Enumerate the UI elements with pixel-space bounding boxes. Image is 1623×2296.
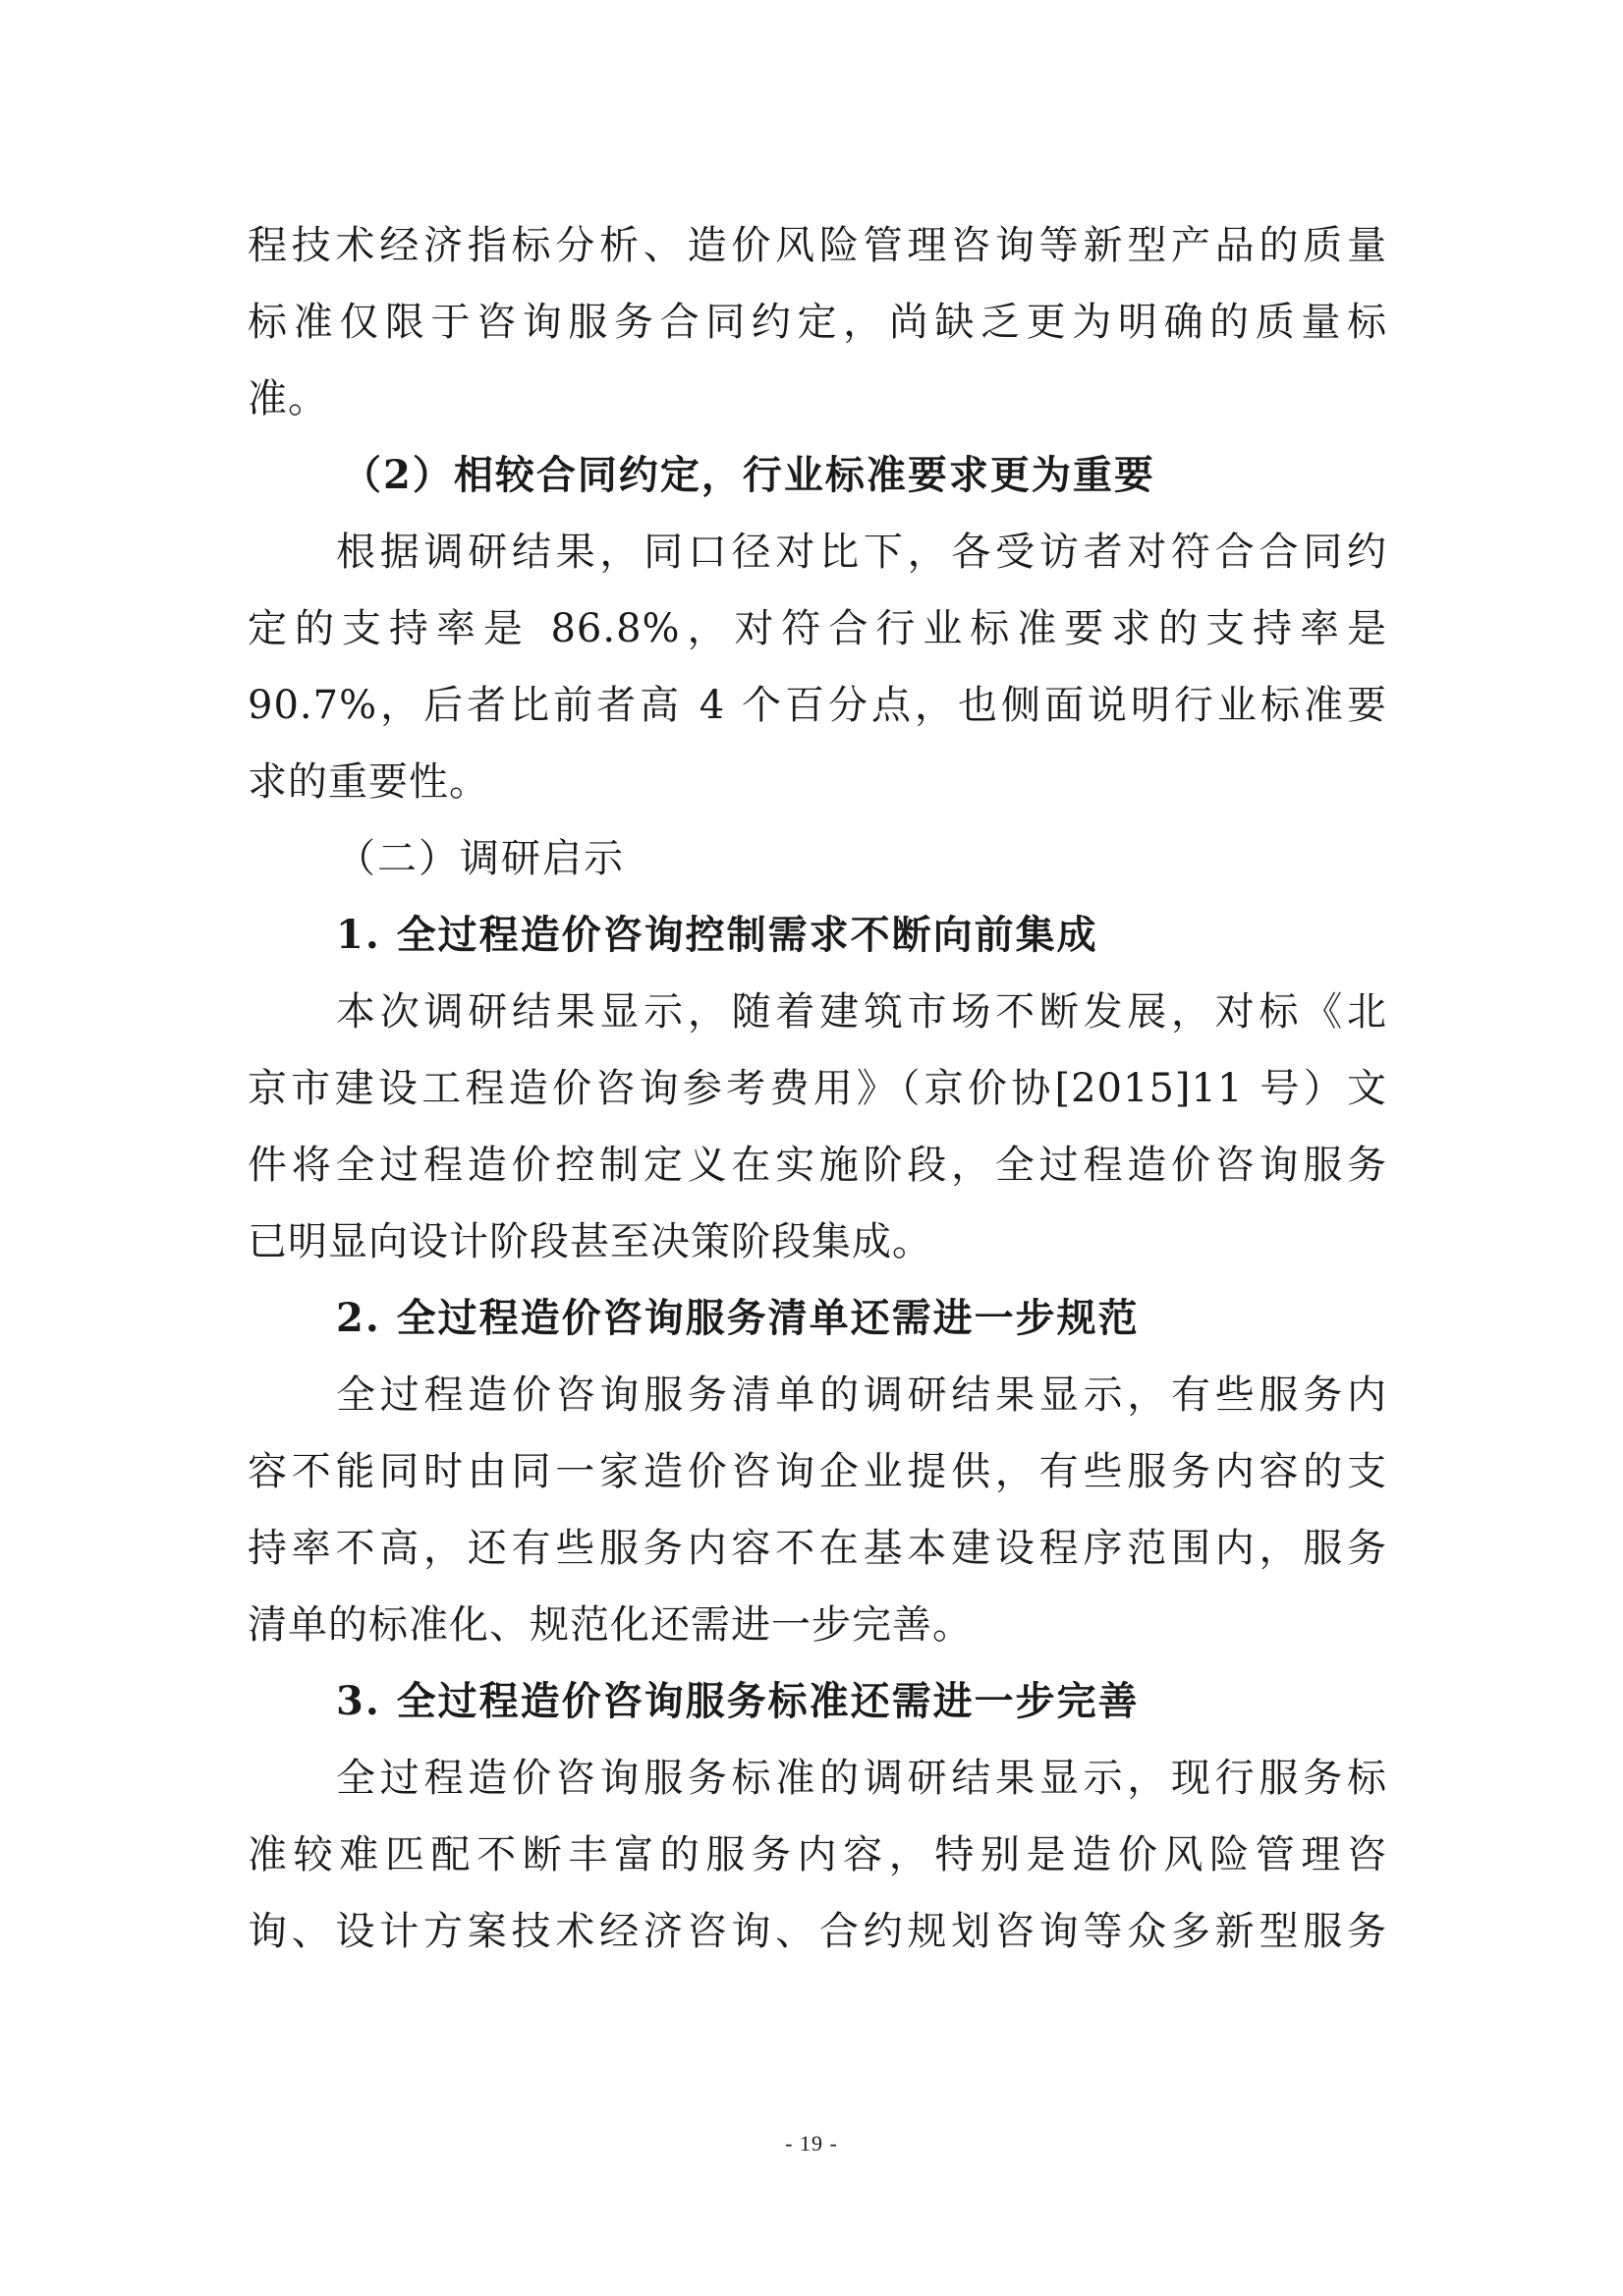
paragraph-line: 程技术经济指标分析、造价风险管理咨询等新型产品的质量	[248, 223, 1387, 268]
section-heading: 2. 全过程造价咨询服务清单还需进一步规范	[336, 1295, 1140, 1341]
paragraph-line: 京市建设工程造价咨询参考费用》（京价协[2015]11 号）文	[248, 1066, 1387, 1111]
paragraph-line: 全过程造价咨询服务清单的调研结果显示，有些服务内	[336, 1372, 1387, 1418]
paragraph-line: 已明显向设计阶段甚至决策阶段集成。	[248, 1219, 932, 1264]
paragraph-line: 求的重要性。	[248, 759, 489, 805]
section-heading: （2）相较合同约定，行业标准要求更为重要	[342, 452, 1155, 498]
paragraph-line: 件将全过程造价控制定义在实施阶段，全过程造价咨询服务	[248, 1143, 1387, 1188]
sub-section-heading: （二）调研启示	[336, 836, 625, 881]
page-number: - 19 -	[785, 2131, 838, 2156]
paragraph-line: 根据调研结果，同口径对比下，各受访者对符合合同约	[336, 530, 1387, 575]
paragraph-line: 询、设计方案技术经济咨询、合约规划咨询等众多新型服务	[248, 1909, 1387, 1954]
paragraph-line: 本次调研结果显示，随着建筑市场不断发展，对标《北	[336, 989, 1387, 1035]
paragraph-line: 持率不高，还有些服务内容不在基本建设程序范围内，服务	[248, 1526, 1387, 1571]
paragraph-line: 定的支持率是 86.8%，对符合行业标准要求的支持率是	[248, 606, 1387, 651]
paragraph-line: 准。	[248, 376, 328, 421]
paragraph-line: 准较难匹配不断丰富的服务内容，特别是造价风险管理咨	[248, 1832, 1387, 1877]
paragraph-line: 全过程造价咨询服务标准的调研结果显示，现行服务标	[336, 1756, 1387, 1801]
paragraph-line: 90.7%，后者比前者高 4 个百分点，也侧面说明行业标准要	[248, 683, 1387, 728]
paragraph-line: 容不能同时由同一家造价咨询企业提供，有些服务内容的支	[248, 1449, 1387, 1494]
paragraph-line: 清单的标准化、规范化还需进一步完善。	[248, 1602, 973, 1648]
paragraph-line: 标准仅限于咨询服务合同约定，尚缺乏更为明确的质量标	[248, 300, 1387, 345]
section-heading: 1. 全过程造价咨询控制需求不断向前集成	[336, 912, 1098, 958]
section-heading: 3. 全过程造价咨询服务标准还需进一步完善	[336, 1678, 1140, 1724]
